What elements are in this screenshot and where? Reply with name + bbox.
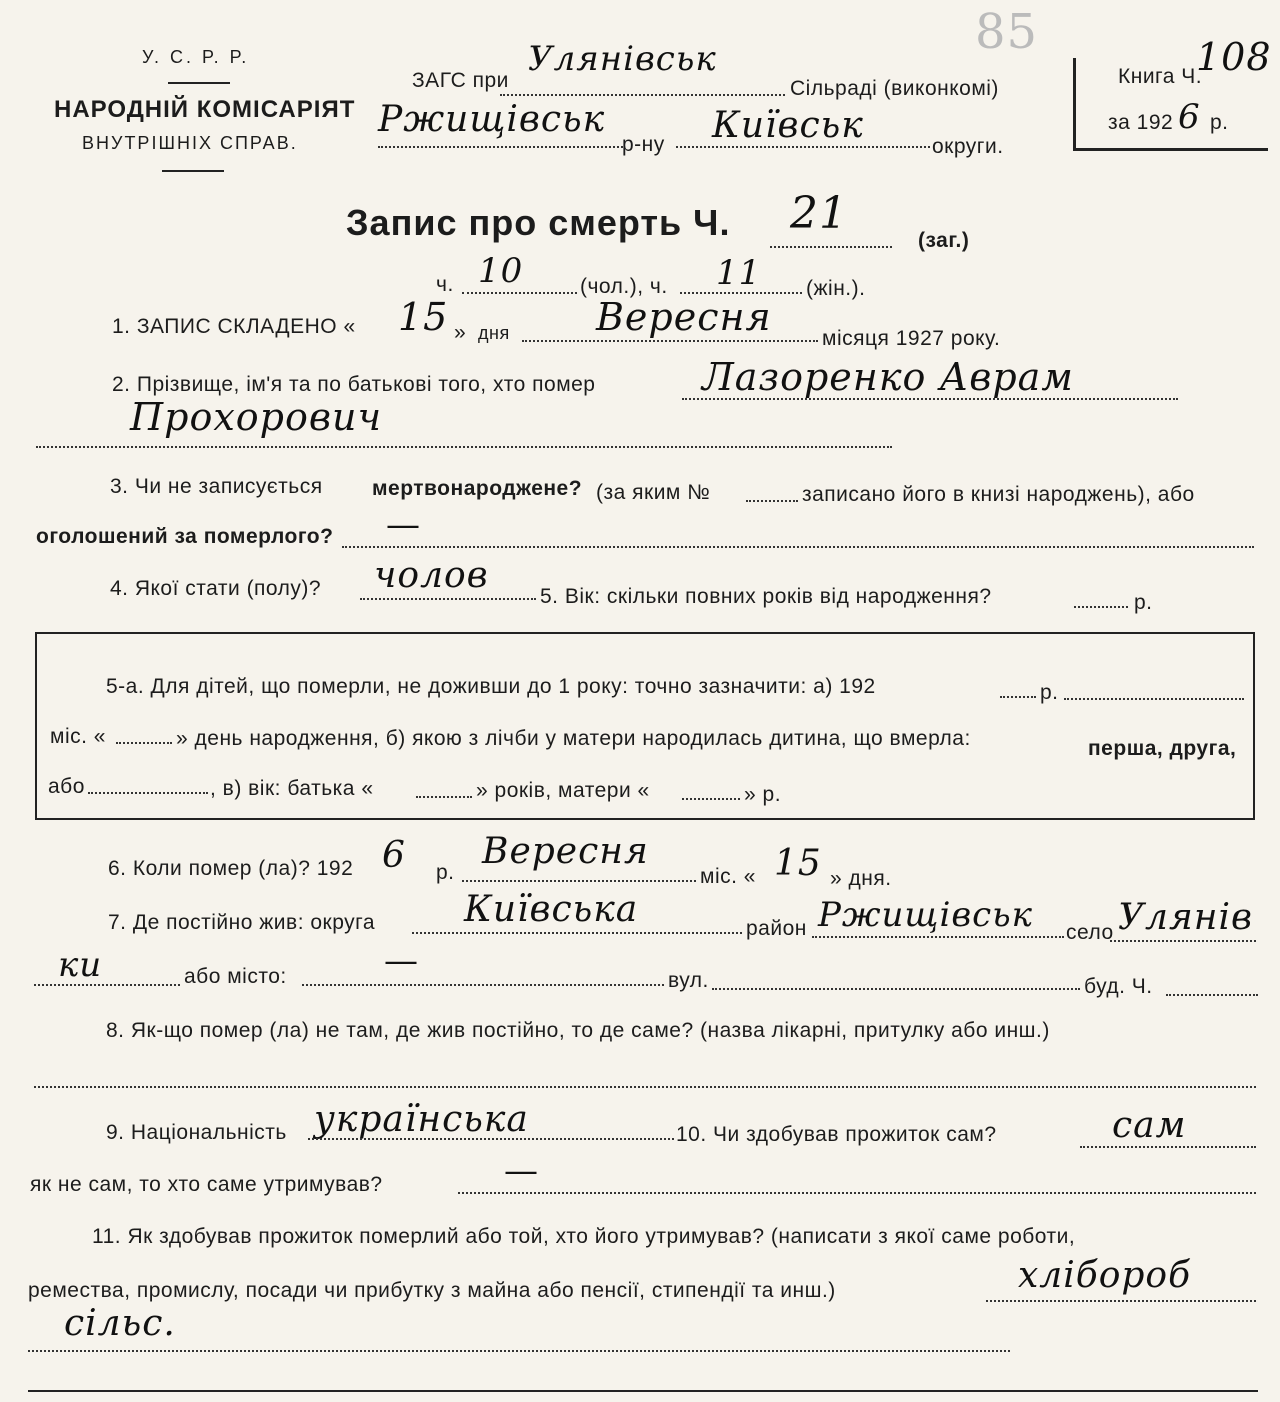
f11-value2: сільс. bbox=[64, 1303, 176, 1344]
f7-selo: Улянів bbox=[1118, 897, 1253, 938]
f7-vul-label: вул. bbox=[668, 969, 709, 992]
f3-number-line bbox=[746, 500, 798, 502]
district-line bbox=[378, 146, 623, 148]
ussr-label: У. С. Р. Р. bbox=[142, 47, 250, 67]
f7-selo-line bbox=[1110, 940, 1256, 942]
divider bbox=[162, 170, 224, 172]
f1-month-line bbox=[522, 340, 818, 342]
f5-label: 5. Вік: скільки повних років від народження? bbox=[540, 585, 992, 608]
f2-label: 2. Прізвище, ім'я та по батькові того, хто помер bbox=[112, 373, 596, 396]
f3-label-b: мертвонароджене? bbox=[372, 477, 583, 500]
year-suffix: р. bbox=[1210, 111, 1229, 134]
female-number: 11 bbox=[716, 253, 762, 293]
f3-line bbox=[342, 546, 1254, 548]
f5a-line2-b: » день народження, б) якою з лічби у матери народилась дитина, що вмерла: bbox=[176, 727, 971, 750]
f6-month-line bbox=[462, 880, 696, 882]
f5a-line3-c: » років, матери « bbox=[476, 779, 650, 802]
f5a-line2-a: міс. « bbox=[50, 725, 106, 748]
f7-okruga-line bbox=[412, 932, 742, 934]
f10-label: 10. Чи здобував прожиток сам? bbox=[676, 1123, 997, 1146]
f10-line2-line bbox=[458, 1192, 1256, 1194]
f3-label-a: 3. Чи не записується bbox=[110, 475, 323, 498]
f5a-line3-a: або bbox=[48, 775, 85, 798]
f10-value: сам bbox=[1112, 1105, 1187, 1146]
f7-vul-line bbox=[712, 988, 1080, 990]
f5a-order-line bbox=[88, 792, 208, 794]
f5-line bbox=[1074, 606, 1128, 608]
f9-line bbox=[308, 1138, 674, 1140]
zags-prefix: ЗАГС при bbox=[412, 69, 509, 92]
f1-tail: місяця 1927 року. bbox=[822, 327, 1001, 350]
zags-line bbox=[500, 94, 785, 96]
f7-misto-line bbox=[302, 984, 664, 986]
f6-day: 15 bbox=[774, 843, 822, 884]
f2-line1 bbox=[682, 398, 1178, 400]
ch-label: ч. bbox=[436, 273, 454, 296]
f5a-line2-bold: перша, друга, bbox=[1088, 737, 1237, 760]
f8-line bbox=[34, 1086, 1256, 1088]
f7-okruga: Київська bbox=[464, 889, 639, 930]
f2-line2 bbox=[36, 446, 892, 448]
f1-month: Вересня bbox=[596, 295, 772, 339]
male-line bbox=[462, 292, 577, 294]
book-value: 108 bbox=[1196, 35, 1272, 79]
f8-label: 8. Як-що помер (ла) не там, де жив постійно, то де саме? (назва лікарні, притулку або инш.) bbox=[106, 1019, 1050, 1042]
f10-line2-label: як не сам, то хто саме утримував? bbox=[30, 1173, 383, 1196]
f1-day: 15 bbox=[398, 295, 449, 339]
f1-day-word: дня bbox=[478, 323, 510, 343]
f11-line1: 11. Як здобував прожиток померлий або той, хто його утримував? (написати з якої саме роботи, bbox=[92, 1225, 1076, 1248]
f7-selo2-line bbox=[34, 984, 180, 986]
f7-raion-line bbox=[812, 936, 1064, 938]
year-value: 6 bbox=[1178, 97, 1201, 137]
female-line bbox=[680, 292, 802, 294]
f9-value: українська bbox=[314, 1099, 529, 1140]
f7-label: 7. Де постійно жив: округа bbox=[108, 911, 376, 934]
f6-mis: міс. « bbox=[700, 865, 756, 888]
faint-number: 85 bbox=[975, 4, 1039, 60]
year-prefix: за 192 bbox=[1108, 111, 1174, 134]
district-value: Ржищівськ bbox=[378, 99, 606, 140]
f3-label-c: (за яким № bbox=[596, 481, 711, 504]
divider bbox=[168, 82, 230, 84]
book-label: Книга Ч. bbox=[1118, 65, 1203, 88]
f1-label: 1. ЗАПИС СКЛАДЕНО « bbox=[112, 315, 356, 338]
f6-day-close: » дня. bbox=[830, 867, 892, 890]
okrug-suffix: округи. bbox=[932, 135, 1004, 158]
f7-selo2: ки bbox=[58, 945, 103, 985]
f7-raion-label: район bbox=[746, 917, 807, 940]
f9-label: 9. Національність bbox=[106, 1121, 287, 1144]
f5a-year-line bbox=[1000, 696, 1036, 698]
f3-value: — bbox=[386, 505, 421, 545]
district-suffix: р-ну bbox=[622, 133, 665, 156]
f6-year: 6 bbox=[382, 835, 406, 876]
f5a-father-line bbox=[416, 796, 472, 798]
f7-selo-label: село bbox=[1066, 921, 1114, 944]
record-number-line bbox=[770, 246, 892, 248]
male-number: 10 bbox=[478, 251, 524, 291]
f7-misto-label: або місто: bbox=[184, 965, 287, 988]
f3-label-d: записано його в книзі народжень), або bbox=[802, 483, 1195, 506]
f7-bud-label: буд. Ч. bbox=[1084, 975, 1153, 998]
f5-suffix: р. bbox=[1134, 591, 1153, 614]
f6-label: 6. Коли помер (ла)? 192 bbox=[108, 857, 354, 880]
silradi-label: Сільраді (виконкомі) bbox=[790, 77, 999, 100]
f6-r: р. bbox=[436, 861, 455, 884]
f11-line2-dots bbox=[28, 1350, 1010, 1352]
f1-day-close: » bbox=[454, 321, 467, 344]
okrug-value: Київськ bbox=[712, 105, 864, 146]
f4-value: чолов bbox=[374, 555, 489, 596]
f3-label-e: оголошений за померлого? bbox=[36, 525, 334, 548]
f5a-line3-d: » р. bbox=[744, 783, 782, 806]
f7-misto: — bbox=[384, 941, 419, 981]
f2-value2: Прохорович bbox=[130, 395, 383, 439]
commissariat-title: НАРОДНІЙ КОМІСАРІЯТ bbox=[54, 96, 356, 123]
zag-label: (заг.) bbox=[918, 229, 970, 252]
f5a-line3-b: , в) вік: батька « bbox=[210, 777, 374, 800]
okrug-line bbox=[676, 146, 930, 148]
f10-line2-value: — bbox=[504, 1151, 539, 1191]
record-title: Запис про смерть Ч. bbox=[346, 202, 731, 243]
f5a-mother-line bbox=[682, 798, 740, 800]
male-label: (чол.), ч. bbox=[580, 275, 668, 298]
f5a-day-line bbox=[116, 742, 172, 744]
female-label: (жін.). bbox=[806, 277, 866, 300]
zags-value: Улянівськ bbox=[528, 39, 717, 79]
f10-line bbox=[1080, 1146, 1256, 1148]
f11-value1: хлібороб bbox=[1018, 1255, 1192, 1296]
commissariat-subtitle: ВНУТРІШНІХ СПРАВ. bbox=[82, 133, 298, 153]
f2-value1: Лазоренко Аврам bbox=[702, 355, 1074, 399]
f11-line2: ремества, промислу, посади чи прибутку з майна або пенсії, стипендії та инш.) bbox=[28, 1279, 836, 1302]
bottom-rule bbox=[28, 1390, 1258, 1392]
f7-bud-line bbox=[1166, 994, 1258, 996]
f5a-line1-rest bbox=[1064, 698, 1244, 700]
f4-line bbox=[360, 598, 536, 600]
f6-month: Вересня bbox=[482, 831, 649, 872]
record-number: 21 bbox=[790, 188, 848, 239]
f4-label: 4. Якої стати (полу)? bbox=[110, 577, 322, 600]
f5a-line1: 5-а. Для дітей, що померли, не доживши до 1 року: точно зазначити: а) 192 bbox=[106, 675, 876, 698]
f11-line1-dots bbox=[986, 1300, 1256, 1302]
f7-raion: Ржищівськ bbox=[818, 895, 1033, 935]
f5a-line1-end: р. bbox=[1040, 681, 1059, 704]
